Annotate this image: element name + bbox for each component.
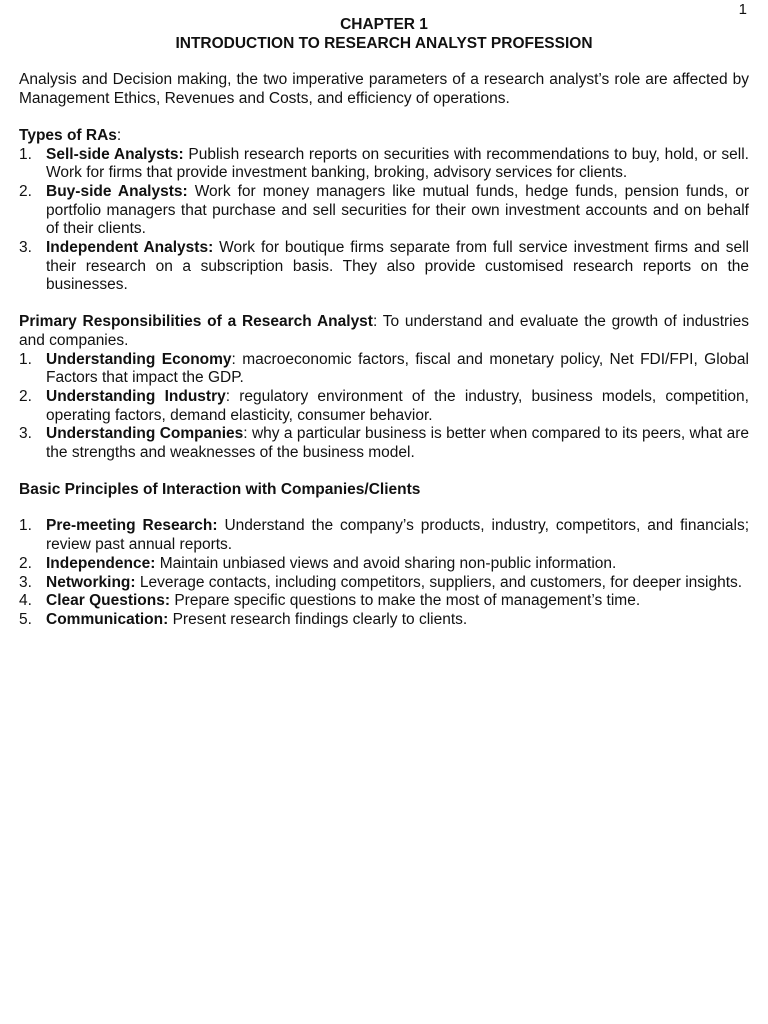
- list-item: 5. Communication: Present research findings clearly to clients.: [19, 610, 468, 628]
- list-item: 4. Clear Questions: Prepare specific questions to make the most of management’s time.: [19, 592, 641, 610]
- list-item: 3. Networking: Leverage contacts, including competitors, suppliers, and customers, for deeper insights.: [19, 573, 743, 591]
- list-item: 3. Independent Analysts: Work for boutique firms separate from full service investment firms and sell their research on a subscription basis. They also provide customised research reports on the businesses.: [19, 239, 749, 294]
- types-heading: Types of RAs:: [19, 126, 122, 144]
- list-item: 1. Understanding Economy: macroeconomic factors, fiscal and monetary policy, Net FDI/FPI, Global Factors that impact the GDP.: [19, 350, 749, 387]
- intro-paragraph: Analysis and Decision making, the two imperative parameters of a research analyst’s role are affected by Management Ethics, Revenues and Costs, and efficiency of operations.: [19, 71, 749, 108]
- types-list: [19, 146, 749, 296]
- list-item: 3. Understanding Companies: why a particular business is better when compared to its peers, what are the strengths and weaknesses of the business model.: [19, 425, 750, 462]
- principles-heading: Basic Principles of Interaction with Companies/Clients: [19, 480, 421, 498]
- list-item: 1. Sell-side Analysts: Publish research reports on securities with recommendations to buy, hold, or sell. Work for firms that provide investment banking, broking, advisory services for clients.: [19, 145, 749, 182]
- principles-list: [19, 517, 749, 629]
- list-item: 2. Independence: Maintain unbiased views and avoid sharing non-public information.: [19, 554, 617, 572]
- list-item: 2. Understanding Industry: regulatory environment of the industry, business models, competition, operating factors, demand elasticity, consumer behavior.: [19, 387, 749, 424]
- responsibilities-list: [19, 351, 749, 463]
- responsibilities-heading: Primary Responsibilities of a Research Analyst: To understand and evaluate the growth of industries and companies.: [19, 313, 749, 349]
- chapter-label: CHAPTER 1: [340, 16, 428, 33]
- document-body: [19, 16, 749, 630]
- list-item: 1. Pre-meeting Research: Understand the company’s products, industry, competitors, and financials; review past annual reports.: [19, 517, 750, 554]
- list-item: 2. Buy-side Analysts: Work for money managers like mutual funds, hedge funds, pension funds, or portfolio managers that purchase and sell securities for their own investment accounts and on behalf of their clients.: [19, 182, 749, 238]
- page-number: 1: [738, 1, 747, 18]
- chapter-title: INTRODUCTION TO RESEARCH ANALYST PROFESSION: [175, 34, 593, 52]
